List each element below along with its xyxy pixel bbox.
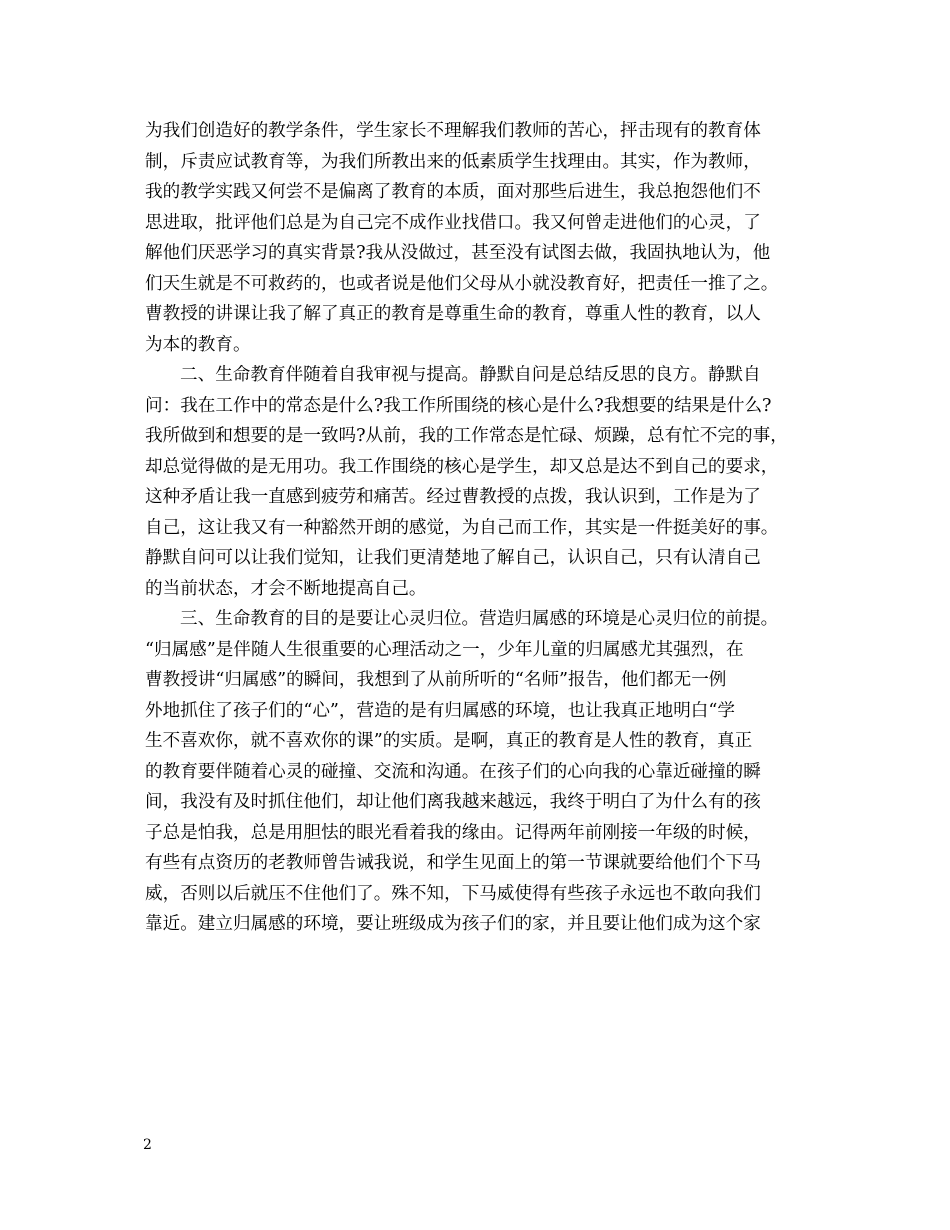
text-line: 们天生就是不可救药的，也或者说是他们父母从小就没教育好，把责任一推了之。 xyxy=(145,273,779,294)
text-line: 威，否则以后就压不住他们了。殊不知，下马威使得有些孩子永远也不敢向我们 xyxy=(145,883,761,904)
paragraph-start-line: 三、生命教育的目的是要让心灵归位。营造归属感的环境是心灵归位的前提。 xyxy=(180,609,779,629)
text-line: 生不喜欢你，就不喜欢你的课”的实质。是啊，真正的教育是人性的教育，真正 xyxy=(145,731,753,751)
text-line: 为我们创造好的教学条件，学生家长不理解我们教师的苦心，抨击现有的教育体 xyxy=(145,121,761,141)
text-line: 我的教学实践又何尝不是偏离了教育的本质，面对那些后进生，我总抱怨他们不 xyxy=(145,182,761,202)
text-line: 曹教授讲“归属感”的瞬间，我想到了从前所听的“名师”报告，他们都无一例 xyxy=(145,670,727,690)
paragraph-start-line: 二、生命教育伴随着自我审视与提高。静默自问是总结反思的良方。静默自 xyxy=(180,365,761,385)
text-line: 问：我在工作中的常态是什么?我工作所围绕的核心是什么?我想要的结果是什么? xyxy=(145,395,772,416)
text-line: 的教育要伴随着心灵的碰撞、交流和沟通。在孩子们的心向我的心靠近碰撞的瞬 xyxy=(145,761,761,782)
text-line: 思进取，批评他们总是为自己完不成作业找借口。我又何曾走进他们的心灵，了 xyxy=(145,212,761,233)
text-line: 为本的教育。 xyxy=(145,334,251,355)
text-line: 却总觉得做的是无用功。我工作围绕的核心是学生，却又总是达不到自己的要求， xyxy=(145,456,779,477)
text-line: 曹教授的讲课让我了解了真正的教育是尊重生命的教育，尊重人性的教育，以人 xyxy=(145,304,761,324)
text-line: “归属感”是伴随人生很重要的心理活动之一，少年儿童的归属感尤其强烈，在 xyxy=(145,639,744,660)
page-number: 2 xyxy=(143,1137,152,1153)
text-line: 这种矛盾让我一直感到疲劳和痛苦。经过曹教授的点拨，我认识到，工作是为了 xyxy=(145,487,761,507)
text-line: 间，我没有及时抓住他们，却让他们离我越来越远，我终于明白了为什么有的孩 xyxy=(145,792,761,812)
text-line: 自己，这让我又有一种豁然开朗的感觉，为自己而工作，其实是一件挺美好的事。 xyxy=(145,517,779,538)
document-body xyxy=(145,116,825,940)
text-line: 解他们厌恶学习的真实背景?我从没做过，甚至没有试图去做，我固执地认为，他 xyxy=(145,243,771,263)
text-line: 我所做到和想要的是一致吗?从前，我的工作常态是忙碌、烦躁，总有忙不完的事， xyxy=(145,426,788,446)
text-line: 制，斥责应试教育等，为我们所教出来的低素质学生找理由。其实，作为教师， xyxy=(145,151,761,172)
text-line: 靠近。建立归属感的环境，要让班级成为孩子们的家，并且要让他们成为这个家 xyxy=(145,914,761,934)
text-line: 静默自问可以让我们觉知，让我们更清楚地了解自己，认识自己，只有认清自己 xyxy=(145,548,761,568)
text-line: 子总是怕我，总是用胆怯的眼光看着我的缘由。记得两年前刚接一年级的时候， xyxy=(145,822,761,843)
text-line: 有些有点资历的老教师曾告诫我说，和学生见面上的第一节课就要给他们个下马 xyxy=(145,853,761,873)
text-line: 的当前状态，才会不断地提高自己。 xyxy=(145,578,427,599)
text-line: 外地抓住了孩子们的“心”，营造的是有归属感的环境，也让我真正地明白“学 xyxy=(145,700,735,721)
